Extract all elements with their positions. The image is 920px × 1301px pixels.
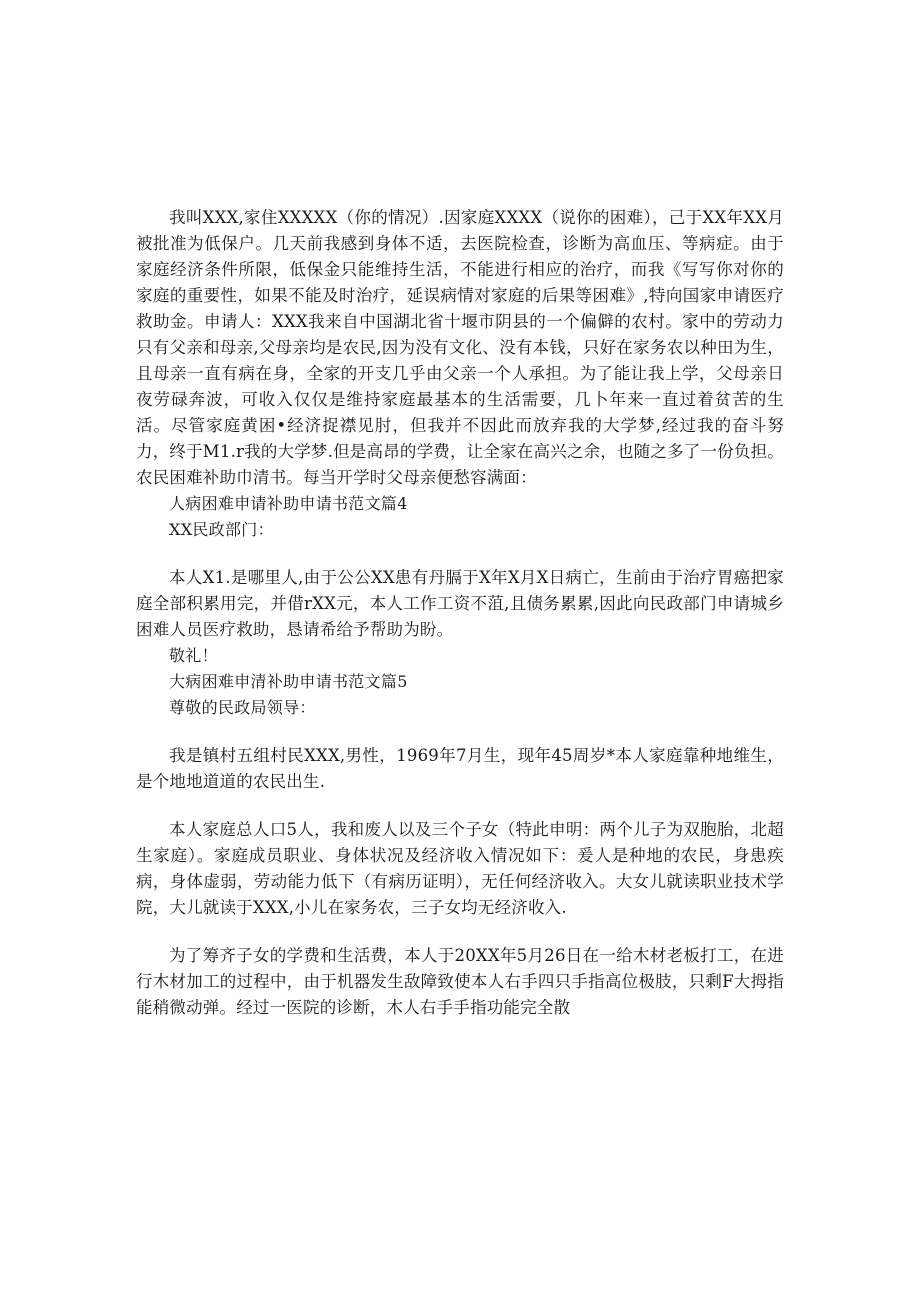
closing-salutation: 敬礼！ — [169, 646, 218, 665]
intro-paragraph: 我叫XXX,家住XXXXX（你的情况）.因家庭XXXX（说你的困难），己于XX年XX月被批准为低保户。几天前我感到身体不适，去医院检查，诊断为高血压、等病症。由于家庭经济条件所限，低保金只能维持生活，不能进行相应的治疗，而我《写写你对你的家庭的重要性，如果不能及时治疗，延误病情对家庭的后果等困难》,特向国家申请医疗救助金。申请人：XXX我来自中国湖北省十堰市阴县的一个偏僻的农村。家中的劳动力只有父亲和母亲,父母亲均是农民,因为没有文化、没有本钱，只好在家务农以种田为生，且母亲一直有病在身，全家的开支几乎由父亲一个人承担。为了能让我上学，父母亲日夜劳碌奔波，可收入仅仅是维持家庭最基本的生活需要，几卜年来一直过着贫苦的生活。尽管家庭黄困•经济捉襟见肘，但我并不因此而放弃我的大学梦,经过我的奋斗努力，终于M1.r我的大学梦.但是高昂的学费，让全家在高兴之余，也随之多了一份负担。农民困难补助巾清书。每当开学时父母亲便愁容满面： — [136, 208, 784, 487]
family-situation-paragraph: 本人家庭总人口5人，我和废人以及三个子女（特此申明：两个儿子为双胞胎，北超生家庭）。家庭成员职业、身体状况及经济收入情况如下：爰人是种地的农民，身患疾病，身体虚弱，劳动能力低下（有病历证明），无任何经济收入。大女儿就读职业技术学院，大儿就读于XXX,小儿在家务农，三子女均无经济收入. — [136, 820, 784, 917]
addressee-bureau: 尊敬的民政局领导： — [169, 698, 316, 717]
request-paragraph: 本人X1.是哪里人,由于公公XX患有丹膈于X年X月X日病亡，生前由于治疗胃癌把家庭全部积累用完，并借rXX元，本人工作工资不菹,且债务累累,因此向民政部门申请城乡困难人员医疗救助，恳请希给予帮助为盼。 — [136, 568, 784, 639]
self-introduction-paragraph: 我是镇村五组村民XXX,男性，1969年7月生，现年45周岁*本人家庭靠种地维生，是个地地道道的农民出生. — [136, 746, 784, 791]
injury-paragraph: 为了筹齐子女的学费和生活费，本人于20XX年5月26日在一给木材老板打工，在进行木材加工的过程中，由于机器发生敌障致使本人右手四只手指高位极肢，只剩F大拇指能稍微动弹。经过一医院的诊断，木人右手手指功能完全散 — [136, 946, 784, 1017]
section-title-4: 人病困难申请补助申请书范文篇4 — [169, 494, 408, 513]
document-page — [136, 205, 784, 1021]
addressee-civil-affairs: XX民政部门： — [169, 520, 274, 539]
section-title-5: 大病困难申清补助申请书范文篇5 — [169, 672, 408, 691]
